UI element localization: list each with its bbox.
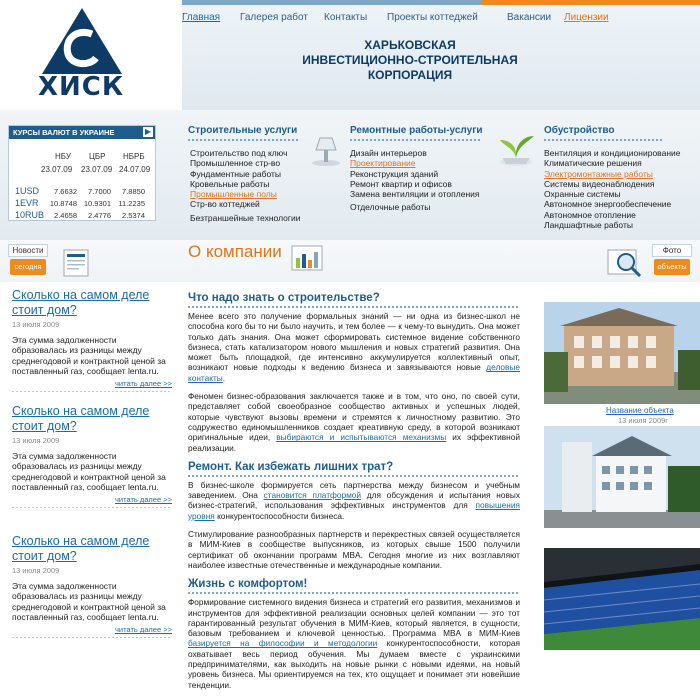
news-date: 13 июля 2009 (12, 566, 60, 575)
photo-caption-link[interactable]: Название объекта (606, 406, 674, 415)
service-link[interactable]: Замена вентиляции и отопления (350, 189, 480, 200)
service-link[interactable]: Кровельные работы (190, 178, 270, 189)
photo-objects-badge: объекты (654, 259, 690, 275)
bank-label: НБУ (55, 152, 71, 161)
currency-widget (8, 125, 156, 221)
rate-value: 2.5374 (122, 211, 145, 220)
rate-value: 7.8850 (122, 187, 145, 196)
paragraph: Формирование системного видения бизнеса и стратегий его развития, механизмов и инструментов для эффективной реализации основных целей компании — это тот гарантированный результат обучения в МИМ-Киев, который является, в сущности, базовым требованием и ключевой ценностью. Программа MBA в МИМ-Киев базируется на философии и методологии конкурентоспособности, которая охватывает весь период обучения. Мы думаем вместе с украинскими предпринимателями, как выходить на новые рынки с новыми идеями, на новый уровень бизнеса. Мы ориентируемся на тех, кто ощущает и понимает эти новейшие тенденции. (188, 597, 520, 690)
construction-services-list (190, 148, 300, 223)
currency-header: КУРСЫ ВАЛЮТ В УКРАИНЕ ▶ (9, 126, 155, 139)
nav-home[interactable]: Главная (182, 12, 221, 23)
news-today-badge: сегодня (10, 259, 46, 275)
news-date: 13 июля 2009 (12, 436, 60, 445)
divider (350, 139, 482, 141)
repair-services-title[interactable]: Ремонтные работы-услуги (350, 125, 483, 136)
divider (188, 475, 520, 477)
object-photo[interactable] (544, 426, 700, 528)
rate-date: 24.07.09 (119, 165, 151, 174)
construction-services-title[interactable]: Строительные услуги (188, 125, 298, 136)
rate-value: 7.6632 (54, 187, 77, 196)
company-title: ХАРЬКОВСКАЯ ИНВЕСТИЦИОННО-СТРОИТЕЛЬНАЯ КОРПОРАЦИЯ (302, 38, 518, 82)
news-title[interactable]: Сколько на самом деле стоит дом? (12, 404, 150, 433)
object-photo[interactable] (544, 548, 700, 650)
service-link[interactable]: Вентиляция и кондиционирование (544, 148, 681, 158)
paragraph: Стимулирование разнообразных партнерств и перекрестных связей осуществляется в МИМ-Киев в сообществе выпускников, из которых свыше 1500 получили сертификат об окончании программ MBA. Сегодня многие из них возглавляют наиболее известные отечественные и международные компании. (188, 529, 520, 570)
currency-name: 1USD (15, 186, 40, 196)
repair-services-list (350, 148, 480, 213)
magnifier-icon (606, 246, 646, 282)
read-more-link[interactable]: читать далее >> (115, 495, 172, 505)
plant-icon (494, 128, 538, 168)
read-more-link[interactable]: читать далее >> (115, 625, 172, 635)
news-title[interactable]: Сколько на самом деле стоит дом? (12, 288, 150, 317)
bank-label: ЦБР (89, 152, 106, 161)
service-link[interactable]: Промышленные полы (190, 189, 277, 200)
lamp-icon (306, 128, 346, 168)
text-link[interactable]: выбираются и испытываются механизмы (276, 432, 447, 443)
bank-label: НБРБ (123, 152, 145, 161)
divider (12, 391, 172, 392)
about-title: О компании (188, 242, 282, 261)
rate-date: 23.07.09 (41, 165, 73, 174)
paragraph: Менее всего это получение формальных знаний — ни одна из бизнес-школ не способна кого бы то ни было научить, и тем более — к чему-то вынудить. Она может только дать знания. Она может сформировать системное видение собственного бизнеса, стать катализатором нового мышления и новых стратегий развития. Она может быть площадкой, где интенсивно аккумулируется коллективный опыт, возникают новые подходы к ведению бизнеса и завязываются новые деловые контакты. (188, 311, 520, 383)
service-link[interactable]: Промышленное стр-во (190, 158, 281, 169)
rate-value: 7.7000 (88, 187, 111, 196)
divider (544, 139, 664, 141)
service-link[interactable]: Строительство под ключ (190, 148, 288, 158)
service-link[interactable]: Фундаментные работы (190, 168, 282, 179)
service-link[interactable]: Автономное отопление (544, 209, 636, 220)
rate-date: 23.07.09 (81, 165, 113, 174)
service-link[interactable]: Дизайн интерьеров (350, 148, 427, 158)
photo-tab[interactable]: Фото (652, 244, 692, 257)
service-link[interactable]: Ремонт квартир и офисов (350, 178, 452, 189)
news-tab[interactable]: Новости (8, 244, 48, 257)
rate-value: 2.4776 (88, 211, 111, 220)
text-link[interactable]: базируется на философии и методологии (188, 638, 378, 649)
section-heading: Ремонт. Как избежать лишних трат? (188, 460, 394, 473)
newspaper-icon (60, 246, 94, 280)
service-link[interactable]: Безтраншейные технологии (190, 212, 301, 223)
section-heading: Жизнь с комфортом! (188, 578, 308, 591)
top-lines (182, 0, 700, 6)
nav-gallery[interactable]: Галерея работ (240, 12, 308, 23)
service-link[interactable]: Климатические решения (544, 158, 642, 169)
photo-date: 13 июля 2009г (618, 416, 669, 425)
news-item (12, 404, 172, 508)
service-link[interactable]: Электромонтажные работы (544, 168, 653, 179)
currency-name: 10RUB (15, 210, 45, 220)
service-link[interactable]: Реконструкция зданий (350, 168, 439, 179)
divider (188, 306, 520, 308)
section-heading: Что надо знать о строительстве? (188, 292, 380, 304)
news-title[interactable]: Сколько на самом деле стоит дом? (12, 534, 150, 563)
main-content (188, 286, 520, 698)
divider (188, 139, 298, 141)
news-item (12, 288, 172, 392)
text-link[interactable]: повышения уровня (188, 500, 520, 521)
service-link[interactable]: Охранные системы (544, 189, 621, 200)
object-photo[interactable] (544, 302, 700, 404)
text-link[interactable]: становится платформой (263, 490, 362, 501)
rate-value: 10.9301 (83, 199, 111, 208)
equipment-list (544, 148, 681, 230)
rate-value: 10.8748 (49, 199, 77, 208)
service-link[interactable]: Проектирование (350, 158, 416, 169)
section-bar (0, 240, 700, 282)
main-nav (182, 12, 700, 28)
nav-vacancies[interactable]: Вакансии (507, 12, 552, 23)
rate-value: 11.2235 (118, 199, 145, 208)
service-link[interactable]: Отделочные работы (350, 202, 431, 213)
text-link[interactable]: деловые контакты (188, 362, 520, 383)
service-link[interactable]: Ландшафтные работы (544, 220, 633, 231)
news-text: Эта сумма задолженности образовалась из разницы между среднегодовой и контрактной ценой за поставленный газ, сообщает lenta.ru. (12, 581, 166, 622)
logo-text: ХИСК (38, 72, 125, 102)
news-item (12, 534, 172, 638)
nav-contacts[interactable]: Контакты (324, 12, 368, 23)
play-icon[interactable]: ▶ (144, 127, 152, 136)
nav-licenses[interactable]: Лицензии (564, 12, 609, 23)
currency-name: 1EVR (15, 198, 39, 208)
read-more-link[interactable]: читать далее >> (115, 379, 172, 389)
equipment-title[interactable]: Обустройство (544, 125, 615, 136)
paragraph: В бизнес-школе формируется сеть партнерства между бизнесом и учебным заведением. Она становится платформой для обсуждения и испытания новых бизнес-стратегий, использования эффективных инструментов для повышения уровня конкурентоспособности бизнеса. (188, 479, 520, 521)
service-link[interactable]: Системы видеонаблюдения (544, 178, 655, 189)
divider (12, 637, 172, 638)
header (0, 0, 700, 110)
news-date: 13 июля 2009 (12, 320, 60, 329)
divider (188, 592, 520, 594)
news-text: Эта сумма задолженности образовалась из разницы между среднегодовой и контрактной ценой за поставленный газ, сообщает lenta.ru. (12, 451, 166, 492)
service-link[interactable]: Автономное энергообеспечение (544, 199, 672, 210)
rate-value: 2.4658 (54, 211, 77, 220)
service-link[interactable]: Стр-во коттеджей (190, 199, 260, 210)
paragraph: Феномен бизнес-образования заключается также и в том, что оно, по своей сути, представляет собой своеобразное сообщество активных и успешных людей, которые чувствуют вызовы времени и стремятся к личностному развитию. Это содружество единомышленников создает креативную среду, в которой возникают оригинальные идеи, выбираются и испытываются механизмы их эффективной реализации. (188, 391, 520, 453)
nav-cottage-projects[interactable]: Проекты коттеджей (387, 12, 478, 23)
document-chart-icon (288, 242, 330, 278)
news-text: Эта сумма задолженности образовалась из разницы между среднегодовой и контрактной ценой за поставленный газ, сообщает lenta.ru. (12, 335, 166, 376)
divider (12, 507, 172, 508)
